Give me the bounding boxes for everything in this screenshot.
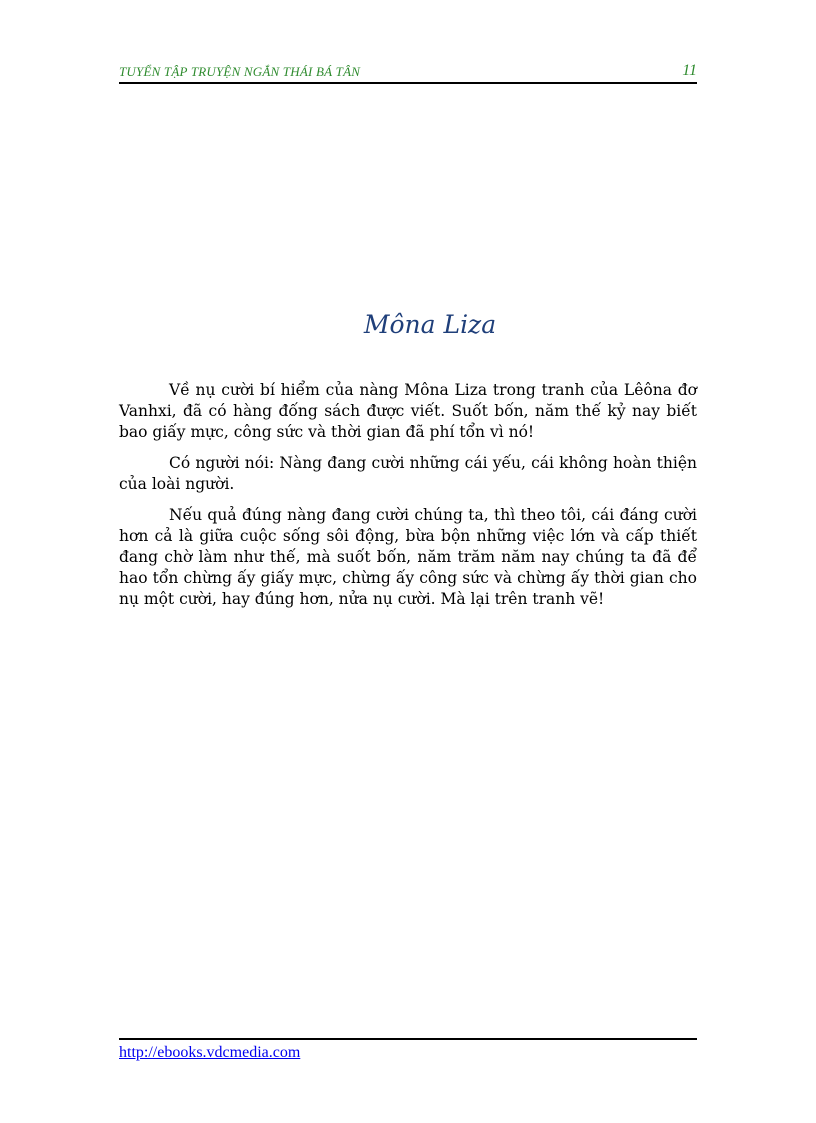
paragraph: Về nụ cười bí hiểm của nàng Môna Liza trong tranh của Lêôna đơ Vanhxi, đã có hàng đống sách được viết. Suốt bốn, năm thế kỷ nay biết bao giấy mực, công sức và thời gian đã phí tổn vì nó! xyxy=(119,381,697,441)
page-number: 11 xyxy=(682,62,697,79)
paragraph: Nếu quả đúng nàng đang cười chúng ta, thì theo tôi, cái đáng cười hơn cả là giữa cuộc sống sôi động, bừa bộn những việc lớn và cấp thiết đang chờ làm như thế, mà suốt bốn, năm trăm năm nay chúng ta đã để hao tổn chừng ấy giấy mực, chừng ấy công sức và chừng ấy thời gian cho nụ một cười, hay đúng hơn, nửa nụ cười. Mà lại trên tranh vẽ! xyxy=(119,506,697,608)
page-footer xyxy=(119,1038,697,1061)
page-header xyxy=(119,60,697,84)
story-body xyxy=(119,380,697,620)
story-title: Môna Liza xyxy=(363,310,497,339)
paragraph: Có người nói: Nàng đang cười những cái yếu, cái không hoàn thiện của loài người. xyxy=(119,454,697,493)
ebooks-link[interactable]: http://ebooks.vdcmedia.com xyxy=(119,1044,301,1061)
book-title: TUYỂN TẬP TRUYỆN NGẮN THÁI BÁ TÂN xyxy=(119,64,361,79)
